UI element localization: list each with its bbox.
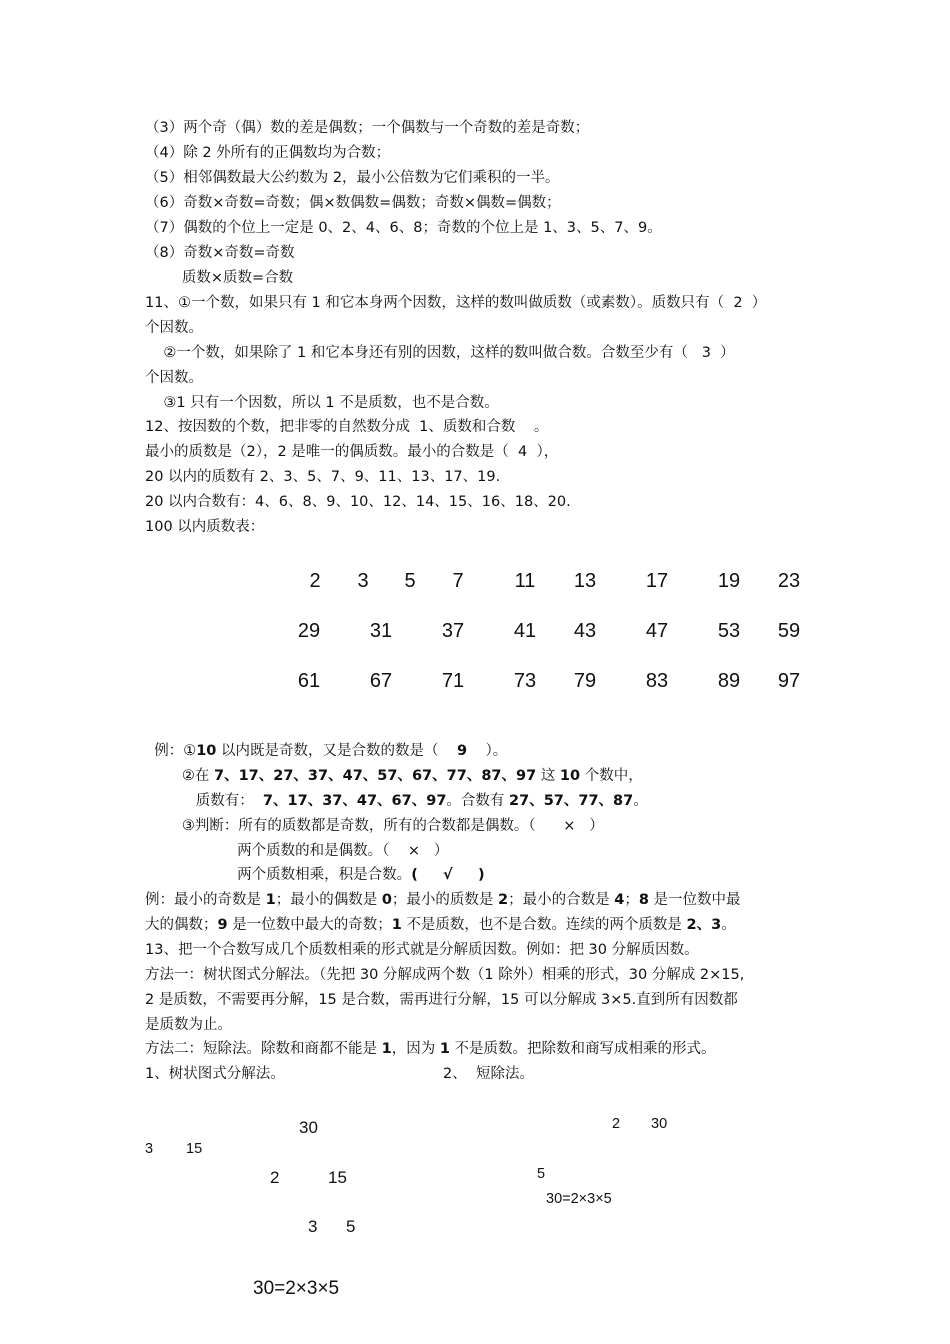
example-line <box>145 741 507 761</box>
text-line: 20 以内的质数有 2、3、5、7、9、11、13、17、19. <box>145 469 501 485</box>
prime-cell: 43 <box>573 620 597 642</box>
method-heading-tree: 1、树状图式分解法。 <box>145 1066 285 1082</box>
example-bold: 7、17、37、47、67、97 <box>262 793 447 809</box>
example-bold: 10 <box>196 743 217 759</box>
prime-cell: 7 <box>452 570 464 592</box>
text-line: 2 是质数，不需要再分解，15 是合数，需再进行分解，15 可以分解成 3×5.直到所有因数都 <box>145 992 738 1008</box>
example-bold: 9 <box>217 917 228 933</box>
example-line <box>145 915 736 935</box>
prime-cell: 67 <box>369 670 393 692</box>
prime-cell: 79 <box>573 670 597 692</box>
example-bold: 2、3 <box>686 917 722 933</box>
text-line: （8）奇数×奇数=奇数 <box>145 245 295 261</box>
example-line <box>145 791 648 811</box>
example-text: 是一位数中最 <box>648 892 741 908</box>
quotient: 5 <box>537 1166 546 1182</box>
tree-node: 2 <box>270 1168 280 1187</box>
example-bold: 10 <box>559 768 581 784</box>
text-part: 方法二：短除法。除数和商都不能是 <box>145 1041 382 1057</box>
text-line: （4）除 2 外所有的正偶数均为合数； <box>145 145 391 161</box>
prime-cell: 71 <box>441 670 465 692</box>
prime-cell: 97 <box>777 670 801 692</box>
prime-cell: 13 <box>573 570 597 592</box>
prime-cell: 89 <box>717 670 741 692</box>
example-text: 例：最小的奇数是 <box>145 892 266 908</box>
example-text: 不是质数，也不是合数。连续的两个质数是 <box>401 917 687 933</box>
text-line: 个因数。 <box>145 370 203 386</box>
example-text: 个数中， <box>580 768 643 784</box>
example-text: ；最小的偶数是 <box>275 892 382 908</box>
prime-cell: 17 <box>645 570 669 592</box>
text-line: 是质数为止。 <box>145 1017 232 1033</box>
dividend: 30 <box>651 1116 668 1132</box>
prime-cell: 73 <box>513 670 537 692</box>
prime-cell: 47 <box>645 620 669 642</box>
example-line: 两个质数的和是偶数。（ × ） <box>145 843 449 859</box>
example-text: 。 <box>633 793 648 809</box>
example-answer: 9 <box>456 743 468 759</box>
tree-node: 5 <box>346 1217 356 1236</box>
text-bold: 1 <box>439 1041 450 1057</box>
prime-cell: 61 <box>297 670 321 692</box>
example-answer: ( √ ) <box>411 867 485 883</box>
tree-node: 30 <box>299 1118 318 1137</box>
text-line: 11、①一个数，如果只有 1 和它本身两个因数，这样的数叫做质数（或素数）。质数只有（ 2 ） <box>145 295 767 311</box>
prime-cell: 59 <box>777 620 801 642</box>
text-line: ②一个数，如果除了 1 和它本身还有别的因数，这样的数叫做合数。合数至少有（ 3 ） <box>145 345 735 361</box>
example-text: ）。 <box>467 743 508 759</box>
example-text: 两个质数相乘，积是合数。 <box>145 867 412 883</box>
text-line: 20 以内合数有：4、6、8、9、10、12、14、15、16、18、20. <box>145 494 571 510</box>
example-bold: 2 <box>498 892 509 908</box>
shortdiv-result: 30=2×3×5 <box>546 1191 612 1207</box>
prime-cell: 41 <box>513 620 537 642</box>
example-line: ③判断：所有的质数都是奇数，所有的合数都是偶数。（ × ） <box>145 818 604 834</box>
text-part: ，因为 <box>391 1041 440 1057</box>
example-text: 。 <box>721 917 736 933</box>
example-bold: 7、17、27、37、47、57、67、77、87、97 <box>213 768 537 784</box>
example-text: ； <box>624 892 639 908</box>
prime-cell: 19 <box>717 570 741 592</box>
text-line: 方法一：树状图式分解法。（先把 30 分解成两个数（1 除外）相乘的形式，30 分解成 2×15, <box>145 967 745 983</box>
example-line <box>145 766 643 786</box>
example-text: 这 <box>536 768 560 784</box>
tree-node: 15 <box>186 1141 203 1157</box>
prime-cell: 37 <box>441 620 465 642</box>
example-text: 例：① <box>145 743 197 759</box>
prime-cell: 31 <box>369 620 393 642</box>
tree-result: 30=2×3×5 <box>253 1278 340 1299</box>
example-text: ②在 <box>145 768 214 784</box>
tree-node: 15 <box>328 1168 347 1187</box>
text-line: 个因数。 <box>145 320 203 336</box>
example-line <box>145 890 741 910</box>
prime-cell: 53 <box>717 620 741 642</box>
example-bold: 0 <box>381 892 392 908</box>
text-line: 最小的质数是（2），2 是唯一的偶质数。最小的合数是（ 4 ）， <box>145 444 559 460</box>
text-line: （5）相邻偶数最大公约数为 2，最小公倍数为它们乘积的一半。 <box>145 170 560 186</box>
text-line: 质数×质数=合数 <box>145 270 294 286</box>
text-bold: 1 <box>381 1041 392 1057</box>
method-heading-shortdiv: 2、 短除法。 <box>443 1066 534 1082</box>
example-bold: 4 <box>614 892 625 908</box>
text-line: 13、把一个合数写成几个质数相乘的形式就是分解质因数。例如：把 30 分解质因数。 <box>145 942 699 958</box>
example-text: ；最小的合数是 <box>508 892 615 908</box>
divisor: 2 <box>612 1116 621 1132</box>
prime-cell: 2 <box>309 570 321 592</box>
example-bold: 27、57、77、87 <box>509 793 634 809</box>
text-line: （6）奇数×奇数=奇数；偶×数偶数=偶数；奇数×偶数=偶数； <box>145 195 561 211</box>
example-bold: 8 <box>638 892 649 908</box>
example-text: 以内既是奇数，又是合数的数是（ <box>216 743 457 759</box>
tree-node: 3 <box>308 1217 318 1236</box>
example-bold: 1 <box>265 892 276 908</box>
prime-cell: 5 <box>404 570 416 592</box>
tree-node: 3 <box>145 1141 154 1157</box>
example-text: 大的偶数； <box>145 917 218 933</box>
prime-cell: 23 <box>777 570 801 592</box>
prime-cell: 29 <box>297 620 321 642</box>
text-line: 12、按因数的个数，把非零的自然数分成 1、质数和合数 。 <box>145 419 549 435</box>
example-text: 质数有： <box>145 793 263 809</box>
example-line <box>145 865 485 885</box>
example-text: 是一位数中最大的奇数； <box>227 917 392 933</box>
text-part: 不是质数。把除数和商写成相乘的形式。 <box>449 1041 716 1057</box>
example-text: 。合数有 <box>446 793 510 809</box>
text-line: （7）偶数的个位上一定是 0、2、4、6、8；奇数的个位上是 1、3、5、7、9。 <box>145 220 662 236</box>
prime-cell: 11 <box>514 570 536 592</box>
example-text: ；最小的质数是 <box>391 892 499 908</box>
prime-cell: 3 <box>357 570 369 592</box>
text-line: ③1 只有一个因数，所以 1 不是质数，也不是合数。 <box>145 395 499 411</box>
text-line: （3）两个奇（偶）数的差是偶数；一个偶数与一个奇数的差是奇数； <box>145 120 590 136</box>
text-line: 100 以内质数表： <box>145 519 265 535</box>
prime-cell: 83 <box>645 670 669 692</box>
example-bold: 1 <box>391 917 402 933</box>
text-line <box>145 1039 716 1059</box>
